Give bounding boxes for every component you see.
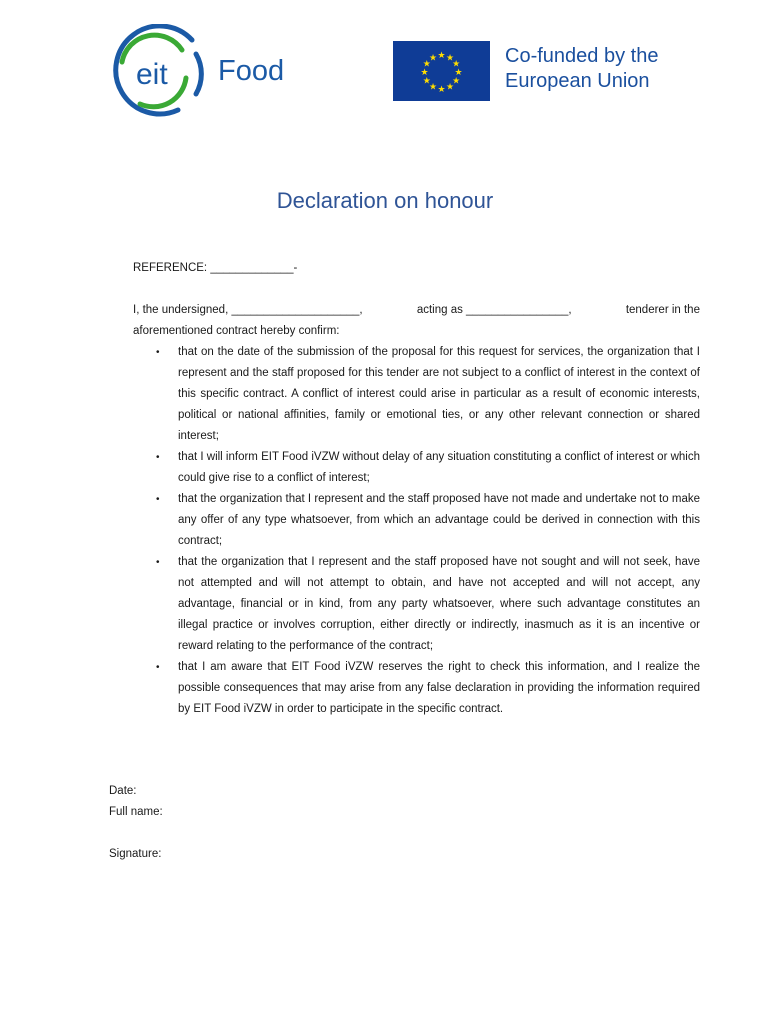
list-item [133, 447, 700, 489]
list-item-text: that the organization that I represent and the staff proposed have not sought and will not seek, have not attempted and will not attempt to obtain, and have not accepted and will not accept, any advantage, financial or in kind, from any party whatsoever, where such advantage constitutes an illegal practice or involves corruption, either directly or indirectly, inasmuch as it is an incentive or reward relating to the performance of the contract; [178, 556, 700, 652]
svg-text:★: ★ [445, 82, 455, 93]
list-item-text: that I am aware that EIT Food iVZW reserves the right to check this information, and I realize the possible consequences that may arise from any false declaration in providing the information required by EIT Food iVZW in order to participate in the specific contract. [178, 661, 700, 715]
eit-logo-text: eit [136, 58, 168, 91]
list-item [133, 552, 700, 657]
list-item-text: that I will inform EIT Food iVZW without delay of any situation constituting a conflict of interest or which could give rise to a conflict of interest; [178, 451, 700, 484]
list-item-text: that the organization that I represent and the staff proposed have not made and undertake not to make any offer of any type whatsoever, from which an advantage could be derived in connection with this contract; [178, 493, 700, 547]
list-item [133, 342, 700, 447]
svg-text:★: ★ [454, 68, 463, 78]
svg-text:★: ★ [422, 76, 431, 87]
bullet-icon: • [156, 347, 160, 358]
eu-line-2: European Union [505, 70, 650, 92]
tenderer-text: tenderer in the [625, 304, 700, 316]
food-logo-text: Food [218, 55, 285, 87]
eu-flag-icon [393, 41, 490, 101]
svg-text:★: ★ [428, 82, 438, 93]
list-item [133, 489, 700, 552]
svg-text:★: ★ [422, 59, 431, 70]
acting-as-field: acting as ________________, [416, 304, 572, 316]
list-item [133, 657, 700, 720]
bullet-icon: • [156, 662, 160, 673]
intro-line-2: aforementioned contract hereby confirm: [133, 325, 340, 337]
eit-food-logo [104, 24, 314, 120]
svg-text:★: ★ [420, 68, 429, 78]
reference-line: REFERENCE: _____________- [133, 262, 298, 274]
svg-text:★: ★ [437, 85, 446, 95]
svg-text:★: ★ [452, 76, 461, 87]
eu-cofunded-text [505, 44, 658, 94]
signature-label: Signature: [109, 848, 162, 860]
date-label: Date: [109, 785, 137, 797]
bullet-icon: • [156, 557, 160, 568]
list-item-text: that on the date of the submission of the proposal for this request for services, the organization that I represent and the staff proposed for this tender are not subject to a conflict of interest in the context of this specific contract. A conflict of interest could arise in particular as a result of economic interests, political or national affinities, family or emotional ties, or any other relevant connection or shared interest; [178, 346, 700, 442]
undersigned-field: I, the undersigned, ____________________, [133, 304, 363, 316]
svg-text:★: ★ [428, 53, 438, 64]
bullet-icon: • [156, 494, 160, 505]
intro-paragraph [133, 300, 700, 342]
declaration-list [133, 342, 700, 720]
bullet-icon: • [156, 452, 160, 463]
document-body [133, 258, 700, 720]
intro-line-1 [133, 300, 700, 321]
document-title: Declaration on honour [276, 188, 494, 213]
page-header [0, 0, 770, 130]
svg-text:★: ★ [437, 51, 446, 61]
svg-text:★: ★ [452, 59, 461, 70]
full-name-label: Full name: [109, 806, 163, 818]
eu-line-1: Co-funded by the [505, 45, 659, 67]
signature-block [109, 781, 163, 865]
svg-text:★: ★ [445, 53, 455, 64]
